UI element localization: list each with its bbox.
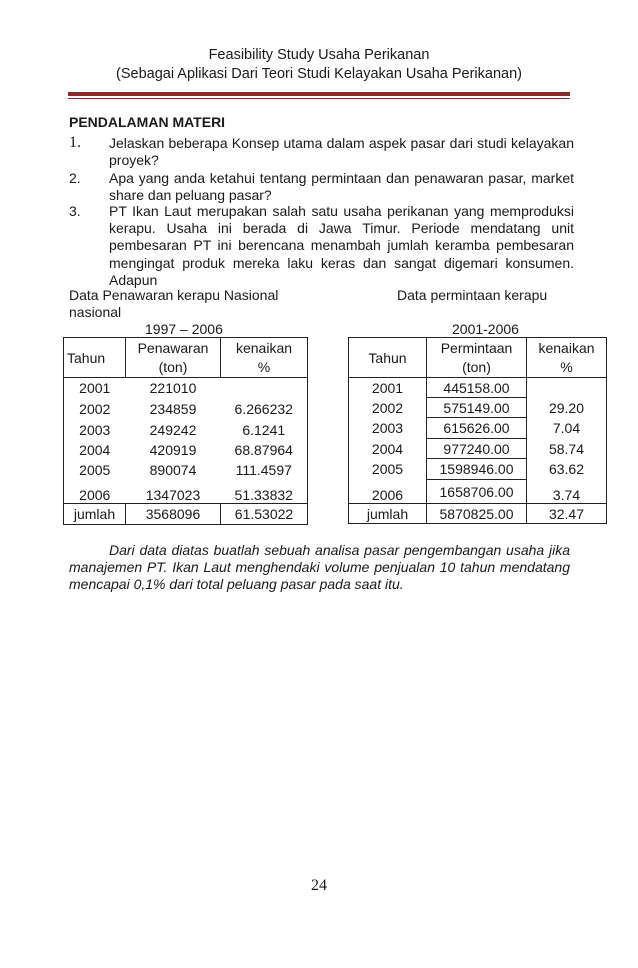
cell-value: 221010 <box>149 380 197 397</box>
cell-value: 615626.00 <box>427 418 527 439</box>
cell-year: 2004 <box>64 440 126 460</box>
cell-pct: 51.33832 <box>221 481 308 504</box>
header-rule-thick <box>68 92 570 96</box>
cell-year: 2006 <box>349 480 427 504</box>
cell-value: 1347023 <box>126 481 221 504</box>
demand-table <box>348 337 607 524</box>
col-header-demand-unit: (ton) <box>427 358 527 378</box>
cell-value: 249242 <box>149 421 197 438</box>
col-header-year: Tahun <box>64 338 126 378</box>
cell-total-value: 5870825.00 <box>427 504 527 524</box>
cell-total-pct: 61.53022 <box>221 504 308 525</box>
demand-caption: Data permintaan kerapu <box>397 287 548 303</box>
analysis-text: Dari data diatas buatlah sebuah analisa pasar pengembangan usaha jika manajemen PT. Ikan Laut menghendaki volume penjualan 10 tahun mendatang mencapai 0,1% dari total peluang pasar pada saat itu. <box>69 542 570 592</box>
question-number: 3. <box>69 203 81 219</box>
demand-period: 2001-2006 <box>452 321 519 337</box>
caption-continuation: nasional <box>69 304 122 320</box>
cell-value: 890074 <box>149 462 197 478</box>
cell-pct: 3.74 <box>527 480 607 504</box>
cell-year: 2005 <box>64 460 126 481</box>
table-row <box>64 420 308 440</box>
cell-value: 234859 <box>149 401 197 417</box>
table-total-row <box>349 504 607 524</box>
table-row <box>64 440 308 460</box>
question-text: Apa yang anda ketahui tentang permintaan dan penawaran pasar, market share dan peluang pasar? <box>109 170 574 203</box>
cell-total-label: jumlah <box>64 504 126 525</box>
cell-pct: 6.266232 <box>221 399 308 420</box>
col-header-increase: kenaikan <box>527 338 607 358</box>
cell-year: 2001 <box>64 378 126 399</box>
col-header-increase-unit: % <box>527 358 607 378</box>
cell-year: 2002 <box>64 399 126 420</box>
cell-year: 2004 <box>349 439 427 459</box>
table-row <box>64 378 308 399</box>
cell-value: 420919 <box>149 441 197 458</box>
col-header-increase: kenaikan <box>221 338 308 358</box>
cell-year: 2001 <box>349 378 427 398</box>
cell-pct: 68.87964 <box>221 440 308 460</box>
question-text: PT Ikan Laut merupakan salah satu usaha perikanan yang memproduksi kerapu. Usaha ini berada di Jawa Timur. Periode mendatang unit pembesaran PT ini berencana menambah jumlah keramba pembesaran mengingat produk mereka laku keras dan sangat digemari konsumen. Adapun <box>109 203 574 288</box>
cell-pct <box>527 378 607 398</box>
cell-value: 977240.00 <box>427 439 527 459</box>
cell-value: 1658706.00 <box>427 480 527 504</box>
cell-pct: 58.74 <box>527 439 607 459</box>
supply-caption: Data Penawaran kerapu Nasional <box>69 287 279 303</box>
question-text: Jelaskan beberapa Konsep utama dalam aspek pasar dari studi kelayakan proyek? <box>109 135 574 168</box>
header-rule-thin <box>68 98 570 99</box>
cell-total-pct: 32.47 <box>527 504 607 524</box>
cell-year: 2003 <box>349 418 427 439</box>
table-row <box>349 439 607 459</box>
col-header-increase-unit: % <box>221 358 308 378</box>
cell-pct: 111.4597 <box>221 460 308 481</box>
cell-year: 2003 <box>64 420 126 440</box>
table-row <box>64 481 308 504</box>
table-row <box>349 418 607 439</box>
cell-year: 2002 <box>349 398 427 418</box>
cell-value: 575149.00 <box>427 398 527 418</box>
cell-total-label: jumlah <box>349 504 427 524</box>
question-number: 2. <box>69 170 81 186</box>
col-header-year: Tahun <box>349 338 427 378</box>
running-header-subtitle: (Sebagai Aplikasi Dari Teori Studi Kelayakan Usaha Perikanan) <box>116 66 522 82</box>
question-number: 1. <box>69 134 81 151</box>
cell-pct: 29.20 <box>527 398 607 418</box>
cell-pct <box>221 378 308 399</box>
running-header-title: Feasibility Study Usaha Perikanan <box>208 47 430 63</box>
cell-pct: 6.1241 <box>221 420 308 440</box>
analysis-paragraph <box>69 542 570 593</box>
col-header-supply-unit: (ton) <box>126 358 221 378</box>
table-total-row <box>64 504 308 525</box>
table-row <box>64 460 308 481</box>
table-row <box>349 459 607 480</box>
cell-pct: 7.04 <box>527 418 607 439</box>
cell-pct: 63.62 <box>527 459 607 480</box>
col-header-demand: Permintaan <box>427 338 527 358</box>
table-row <box>349 398 607 418</box>
table-row <box>349 378 607 398</box>
col-header-supply: Penawaran <box>126 338 221 358</box>
cell-year: 2006 <box>64 481 126 504</box>
page-number: 24 <box>311 877 327 894</box>
section-title: PENDALAMAN MATERI <box>69 114 226 130</box>
table-row <box>64 399 308 420</box>
cell-year: 2005 <box>349 459 427 480</box>
supply-table <box>63 337 308 525</box>
supply-period: 1997 – 2006 <box>145 321 223 337</box>
cell-value: 1598946.00 <box>427 459 527 480</box>
cell-total-value: 3568096 <box>126 504 221 525</box>
cell-value: 445158.00 <box>427 378 527 398</box>
table-row <box>349 480 607 504</box>
